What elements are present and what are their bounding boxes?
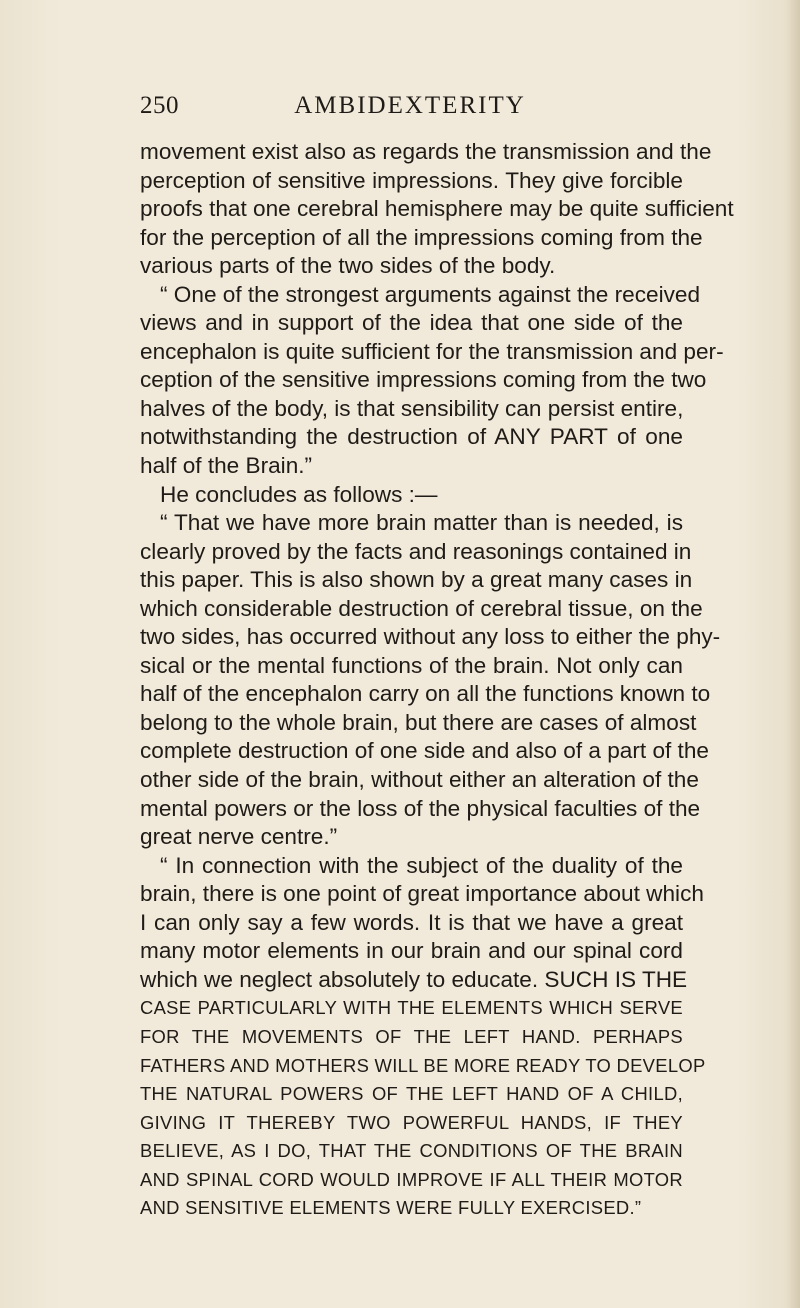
text-line: which we neglect absolutely to educate. SUCH IS THE	[140, 966, 688, 992]
page-header	[140, 92, 680, 122]
text-line: perception of sensitive impressions. They give forcible	[140, 167, 683, 193]
text-line: great nerve centre.”	[140, 824, 338, 850]
text-line: GIVING IT THEREBY TWO POWERFUL HANDS, IF THEY	[140, 1111, 683, 1133]
text-line: “ In connection with the subject of the duality of the	[160, 852, 683, 878]
text-line: encephalon is quite sufficient for the transmission and per-	[140, 338, 724, 364]
text-line: various parts of the two sides of the body.	[140, 253, 556, 279]
text-line: ception of the sensitive impressions coming from the two	[140, 367, 707, 393]
text-line: two sides, has occurred without any loss to either the phy-	[140, 624, 721, 650]
text-line: “ That we have more brain matter than is needed, is	[160, 510, 683, 536]
text-line: for the perception of all the impressions coming from the	[140, 224, 703, 250]
text-line: complete destruction of one side and also of a part of the	[140, 738, 709, 764]
text-line: proofs that one cerebral hemisphere may be quite sufficient	[140, 196, 734, 222]
text-line: many motor elements in our brain and our spinal cord	[140, 938, 683, 964]
page-number: 250	[140, 92, 179, 119]
text-line: THE NATURAL POWERS OF THE LEFT HAND OF A CHILD,	[140, 1083, 683, 1105]
text-line: sical or the mental functions of the brain. Not only can	[140, 652, 683, 678]
text-line: FATHERS AND MOTHERS WILL BE MORE READY TO DEVELOP	[140, 1054, 706, 1076]
text-line: brain, there is one point of great importance about which	[140, 881, 704, 907]
text-line: clearly proved by the facts and reasonings contained in	[140, 538, 692, 564]
text-line: “ One of the strongest arguments against the received	[160, 281, 701, 307]
text-line: belong to the whole brain, but there are cases of almost	[140, 709, 697, 735]
text-line: movement exist also as regards the transmission and the	[140, 139, 712, 164]
page-edge-shadow	[786, 0, 800, 1308]
text-line: notwithstanding the destruction of ANY PART of one	[140, 424, 683, 450]
text-line: which considerable destruction of cerebral tissue, on the	[140, 595, 703, 621]
text-line: AND SENSITIVE ELEMENTS WERE FULLY EXERCISED.”	[140, 1197, 642, 1219]
text-line: half of the Brain.”	[140, 453, 313, 479]
text-line: mental powers or the loss of the physical faculties of the	[140, 795, 701, 821]
text-line: CASE PARTICULARLY WITH THE ELEMENTS WHICH SERVE	[140, 997, 683, 1019]
text-line: half of the encephalon carry on all the functions known to	[140, 681, 711, 707]
text-line: He concludes as follows :—	[160, 481, 438, 507]
body-text	[140, 138, 734, 1223]
text-line: views and in support of the idea that one side of the	[140, 310, 683, 336]
text-line: BELIEVE, AS I DO, THAT THE CONDITIONS OF THE BRAIN	[140, 1140, 683, 1162]
text-line: FOR THE MOVEMENTS OF THE LEFT HAND. PERHAPS	[140, 1025, 683, 1047]
running-title: AMBIDEXTERITY	[294, 92, 526, 119]
text-line: this paper. This is also shown by a great many cases in	[140, 567, 693, 593]
text-line: other side of the brain, without either an alteration of the	[140, 767, 699, 793]
text-line: AND SPINAL CORD WOULD IMPROVE IF ALL THEIR MOTOR	[140, 1168, 683, 1190]
text-line: I can only say a few words. It is that we have a great	[140, 909, 683, 935]
text-line: halves of the body, is that sensibility can persist entire,	[140, 395, 684, 421]
